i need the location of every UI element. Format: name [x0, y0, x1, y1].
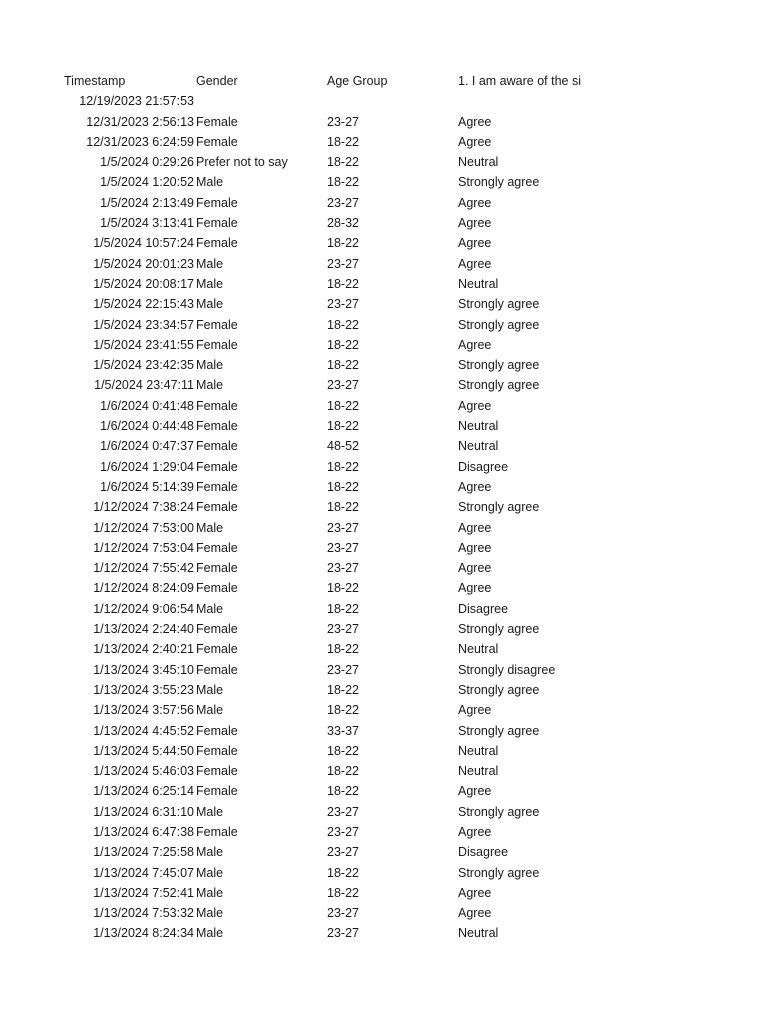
- cell-question-1: Agree: [458, 520, 492, 535]
- cell-age-group: 23-27: [327, 256, 359, 271]
- table-row: [0, 842, 768, 862]
- cell-timestamp: 1/13/2024 3:55:23: [93, 682, 194, 697]
- cell-question-1: Agree: [458, 398, 492, 413]
- table-row: [0, 599, 768, 619]
- cell-question-1: Agree: [458, 337, 492, 352]
- cell-timestamp: 1/13/2024 7:45:07: [93, 865, 194, 880]
- cell-gender: Female: [196, 236, 238, 251]
- cell-timestamp: 1/13/2024 7:53:32: [93, 906, 194, 921]
- cell-timestamp: 12/31/2023 6:24:59: [86, 134, 194, 149]
- cell-timestamp: 1/5/2024 20:01:23: [93, 256, 194, 271]
- cell-timestamp: 1/6/2024 5:14:39: [100, 479, 194, 494]
- table-row: [0, 193, 768, 213]
- cell-question-1: Agree: [458, 540, 492, 555]
- cell-question-1: Neutral: [458, 439, 499, 454]
- cell-age-group: 23-27: [327, 906, 359, 921]
- cell-timestamp: 1/5/2024 2:13:49: [100, 195, 194, 210]
- cell-gender: Male: [196, 276, 224, 291]
- cell-timestamp: 1/12/2024 8:24:09: [93, 581, 194, 596]
- cell-gender: Female: [196, 479, 238, 494]
- cell-question-1: Strongly agree: [458, 175, 540, 190]
- cell-timestamp: 1/5/2024 0:29:26: [100, 155, 194, 170]
- cell-timestamp: 1/13/2024 6:31:10: [93, 804, 194, 819]
- cell-timestamp: 1/13/2024 5:44:50: [93, 743, 194, 758]
- cell-age-group: 18-22: [327, 276, 359, 291]
- cell-timestamp: 1/13/2024 5:46:03: [93, 764, 194, 779]
- cell-gender: Female: [196, 642, 238, 657]
- cell-question-1: Strongly agree: [458, 804, 540, 819]
- cell-question-1: Strongly agree: [458, 500, 540, 515]
- cell-age-group: 18-22: [327, 155, 359, 170]
- cell-gender: Female: [196, 317, 238, 332]
- cell-age-group: 18-22: [327, 337, 359, 352]
- cell-gender: Female: [196, 419, 238, 434]
- table-row: [0, 802, 768, 822]
- table-row: [0, 315, 768, 335]
- cell-age-group: 18-22: [327, 703, 359, 718]
- cell-age-group: 23-27: [327, 297, 359, 312]
- table-body: [0, 91, 768, 943]
- cell-gender: Male: [196, 297, 224, 312]
- cell-question-1: Agree: [458, 479, 492, 494]
- cell-timestamp: 1/13/2024 7:25:58: [93, 845, 194, 860]
- table-row: [0, 660, 768, 680]
- cell-question-1: Neutral: [458, 926, 499, 941]
- cell-question-1: Strongly agree: [458, 682, 540, 697]
- spreadsheet: [0, 71, 768, 944]
- cell-gender: Male: [196, 682, 224, 697]
- cell-question-1: Agree: [458, 195, 492, 210]
- header-question-1: 1. I am aware of the si: [458, 74, 581, 88]
- cell-age-group: 23-27: [327, 824, 359, 839]
- table-row: [0, 436, 768, 456]
- cell-gender: Male: [196, 601, 224, 616]
- cell-timestamp: 1/13/2024 6:25:14: [93, 784, 194, 799]
- cell-age-group: 18-22: [327, 581, 359, 596]
- table-row: [0, 132, 768, 152]
- cell-question-1: Agree: [458, 256, 492, 271]
- cell-age-group: 18-22: [327, 317, 359, 332]
- cell-timestamp: 1/5/2024 22:15:43: [93, 297, 194, 312]
- cell-timestamp: 1/12/2024 9:06:54: [93, 601, 194, 616]
- table-row: [0, 254, 768, 274]
- cell-gender: Male: [196, 885, 224, 900]
- cell-timestamp: 1/12/2024 7:55:42: [93, 561, 194, 576]
- cell-gender: Female: [196, 195, 238, 210]
- cell-gender: Female: [196, 764, 238, 779]
- cell-gender: Female: [196, 824, 238, 839]
- table-row: [0, 294, 768, 314]
- cell-timestamp: 1/13/2024 7:52:41: [93, 885, 194, 900]
- cell-gender: Female: [196, 134, 238, 149]
- cell-age-group: 23-27: [327, 662, 359, 677]
- header-row: [0, 71, 768, 91]
- cell-timestamp: 1/5/2024 3:13:41: [100, 216, 194, 231]
- table-row: [0, 477, 768, 497]
- cell-gender: Female: [196, 581, 238, 596]
- cell-age-group: 23-27: [327, 622, 359, 637]
- cell-gender: Female: [196, 622, 238, 637]
- cell-question-1: Agree: [458, 581, 492, 596]
- cell-gender: Female: [196, 723, 238, 738]
- cell-timestamp: 1/5/2024 20:08:17: [93, 276, 194, 291]
- table-row: [0, 863, 768, 883]
- cell-timestamp: 1/13/2024 2:40:21: [93, 642, 194, 657]
- table-row: [0, 457, 768, 477]
- cell-timestamp: 1/13/2024 8:24:34: [93, 926, 194, 941]
- cell-timestamp: 1/5/2024 10:57:24: [93, 236, 194, 251]
- cell-question-1: Agree: [458, 236, 492, 251]
- table-row: [0, 923, 768, 943]
- cell-age-group: 18-22: [327, 134, 359, 149]
- table-row: [0, 680, 768, 700]
- cell-gender: Female: [196, 439, 238, 454]
- table-row: [0, 396, 768, 416]
- cell-age-group: 28-32: [327, 216, 359, 231]
- cell-gender: Female: [196, 743, 238, 758]
- table-row: [0, 375, 768, 395]
- cell-age-group: 18-22: [327, 236, 359, 251]
- cell-question-1: Agree: [458, 561, 492, 576]
- cell-gender: Prefer not to say: [196, 155, 288, 170]
- table-row: [0, 700, 768, 720]
- cell-age-group: 23-27: [327, 845, 359, 860]
- cell-age-group: 18-22: [327, 601, 359, 616]
- cell-timestamp: 1/13/2024 4:45:52: [93, 723, 194, 738]
- cell-question-1: Strongly agree: [458, 378, 540, 393]
- cell-timestamp: 1/12/2024 7:53:04: [93, 540, 194, 555]
- table-row: [0, 518, 768, 538]
- table-row: [0, 741, 768, 761]
- cell-question-1: Agree: [458, 216, 492, 231]
- cell-timestamp: 1/6/2024 1:29:04: [100, 459, 194, 474]
- cell-gender: Male: [196, 358, 224, 373]
- cell-gender: Female: [196, 500, 238, 515]
- cell-age-group: 18-22: [327, 459, 359, 474]
- cell-gender: Female: [196, 459, 238, 474]
- cell-age-group: 18-22: [327, 419, 359, 434]
- cell-timestamp: 1/5/2024 23:42:35: [93, 358, 194, 373]
- cell-timestamp: 1/5/2024 1:20:52: [100, 175, 194, 190]
- cell-gender: Male: [196, 175, 224, 190]
- cell-timestamp: 1/13/2024 3:57:56: [93, 703, 194, 718]
- cell-timestamp: 1/13/2024 2:24:40: [93, 622, 194, 637]
- cell-gender: Male: [196, 378, 224, 393]
- cell-question-1: Neutral: [458, 743, 499, 758]
- cell-gender: Male: [196, 926, 224, 941]
- cell-timestamp: 1/13/2024 6:47:38: [93, 824, 194, 839]
- cell-question-1: Disagree: [458, 459, 509, 474]
- table-row: [0, 883, 768, 903]
- cell-question-1: Neutral: [458, 276, 499, 291]
- cell-gender: Male: [196, 804, 224, 819]
- cell-question-1: Strongly agree: [458, 358, 540, 373]
- cell-question-1: Neutral: [458, 155, 499, 170]
- table-row: [0, 274, 768, 294]
- cell-age-group: 18-22: [327, 885, 359, 900]
- cell-question-1: Agree: [458, 134, 492, 149]
- table-row: [0, 497, 768, 517]
- table-row: [0, 639, 768, 659]
- cell-age-group: 18-22: [327, 865, 359, 880]
- cell-age-group: 23-27: [327, 378, 359, 393]
- cell-age-group: 18-22: [327, 479, 359, 494]
- cell-age-group: 18-22: [327, 743, 359, 758]
- table-row: [0, 558, 768, 578]
- cell-question-1: Disagree: [458, 845, 509, 860]
- cell-question-1: Strongly agree: [458, 297, 540, 312]
- cell-timestamp: 1/6/2024 0:41:48: [100, 398, 194, 413]
- cell-question-1: Disagree: [458, 601, 509, 616]
- cell-timestamp: 1/5/2024 23:41:55: [93, 337, 194, 352]
- cell-question-1: Agree: [458, 885, 492, 900]
- cell-timestamp: 1/6/2024 0:44:48: [100, 419, 194, 434]
- table-row: [0, 233, 768, 253]
- table-row: [0, 335, 768, 355]
- cell-timestamp: 1/12/2024 7:38:24: [93, 500, 194, 515]
- cell-question-1: Strongly agree: [458, 865, 540, 880]
- cell-gender: Female: [196, 561, 238, 576]
- table-row: [0, 781, 768, 801]
- cell-question-1: Strongly disagree: [458, 662, 556, 677]
- cell-question-1: Agree: [458, 906, 492, 921]
- cell-gender: Female: [196, 784, 238, 799]
- table-row: [0, 761, 768, 781]
- cell-age-group: 23-27: [327, 926, 359, 941]
- cell-question-1: Agree: [458, 784, 492, 799]
- cell-question-1: Strongly agree: [458, 723, 540, 738]
- cell-question-1: Strongly agree: [458, 317, 540, 332]
- table-row: [0, 91, 768, 111]
- cell-age-group: 18-22: [327, 642, 359, 657]
- cell-age-group: 23-27: [327, 195, 359, 210]
- cell-gender: Male: [196, 845, 224, 860]
- cell-age-group: 18-22: [327, 398, 359, 413]
- cell-question-1: Neutral: [458, 642, 499, 657]
- table-row: [0, 822, 768, 842]
- cell-age-group: 23-27: [327, 520, 359, 535]
- cell-question-1: Agree: [458, 703, 492, 718]
- table-row: [0, 619, 768, 639]
- table-row: [0, 721, 768, 741]
- cell-gender: Male: [196, 865, 224, 880]
- cell-question-1: Strongly agree: [458, 622, 540, 637]
- cell-age-group: 23-27: [327, 540, 359, 555]
- cell-gender: Male: [196, 906, 224, 921]
- cell-gender: Male: [196, 703, 224, 718]
- cell-age-group: 33-37: [327, 723, 359, 738]
- table-row: [0, 416, 768, 436]
- cell-gender: Female: [196, 398, 238, 413]
- cell-gender: Male: [196, 256, 224, 271]
- cell-timestamp: 1/13/2024 3:45:10: [93, 662, 194, 677]
- cell-gender: Male: [196, 520, 224, 535]
- cell-timestamp: 1/5/2024 23:47:11: [94, 378, 194, 393]
- cell-age-group: 18-22: [327, 175, 359, 190]
- table-row: [0, 538, 768, 558]
- cell-gender: Female: [196, 114, 238, 129]
- cell-question-1: Agree: [458, 824, 492, 839]
- cell-gender: Female: [196, 216, 238, 231]
- cell-timestamp: 1/12/2024 7:53:00: [93, 520, 194, 535]
- cell-timestamp: 1/5/2024 23:34:57: [93, 317, 194, 332]
- cell-age-group: 18-22: [327, 764, 359, 779]
- cell-question-1: Agree: [458, 114, 492, 129]
- table-row: [0, 578, 768, 598]
- table-row: [0, 213, 768, 233]
- table-row: [0, 355, 768, 375]
- cell-age-group: 48-52: [327, 439, 359, 454]
- cell-gender: Female: [196, 662, 238, 677]
- table-row: [0, 903, 768, 923]
- cell-gender: Female: [196, 337, 238, 352]
- cell-question-1: Neutral: [458, 419, 499, 434]
- table-row: [0, 152, 768, 172]
- cell-timestamp: 12/31/2023 2:56:13: [86, 114, 194, 129]
- table-row: [0, 112, 768, 132]
- cell-age-group: 23-27: [327, 561, 359, 576]
- header-gender: Gender: [196, 74, 238, 88]
- cell-age-group: 23-27: [327, 114, 359, 129]
- header-timestamp: Timestamp: [64, 74, 126, 88]
- cell-question-1: Neutral: [458, 764, 499, 779]
- cell-age-group: 18-22: [327, 784, 359, 799]
- cell-timestamp: 12/19/2023 21:57:53: [79, 94, 194, 109]
- cell-timestamp: 1/6/2024 0:47:37: [100, 439, 194, 454]
- header-age-group: Age Group: [327, 74, 388, 88]
- cell-age-group: 18-22: [327, 358, 359, 373]
- cell-age-group: 18-22: [327, 500, 359, 515]
- cell-age-group: 23-27: [327, 804, 359, 819]
- cell-age-group: 18-22: [327, 682, 359, 697]
- cell-gender: Female: [196, 540, 238, 555]
- table-row: [0, 172, 768, 192]
